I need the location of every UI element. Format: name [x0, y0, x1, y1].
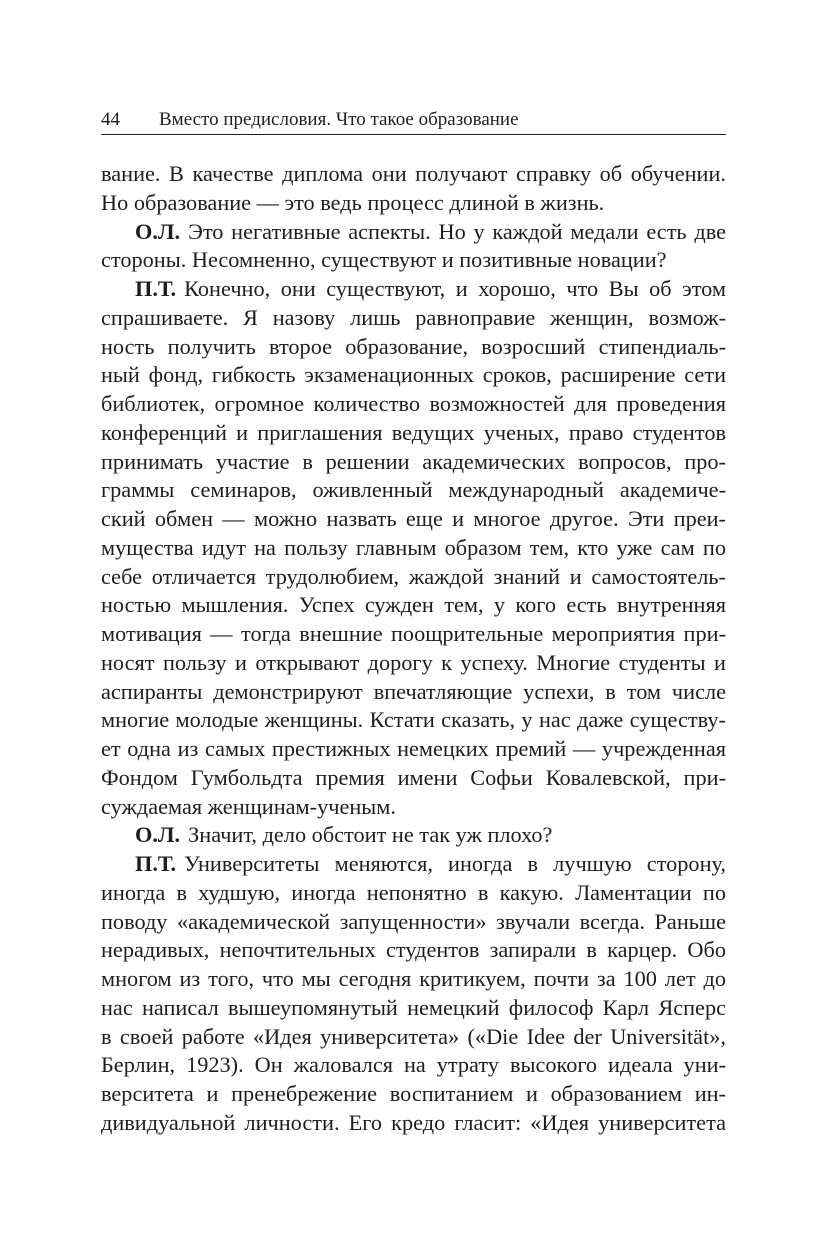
text-line — [101, 850, 726, 879]
line-text: ет одна из самых престижных немецких премий — учрежденная — [101, 736, 726, 761]
line-text: Это негативные аспекты. Но у каждой медали есть две — [188, 218, 726, 244]
line-text: спрашиваете. Я назову лишь равноправие женщин, возмож- — [101, 304, 726, 330]
body-text — [101, 160, 726, 1138]
line-text: ность получить второе образование, возросший стипендиаль- — [101, 333, 726, 359]
line-text: граммы семинаров, оживленный международный академиче- — [101, 477, 726, 503]
text-line — [101, 304, 726, 333]
text-line — [101, 361, 726, 390]
line-text: аспиранты демонстрируют впечатляющие успехи, в том числе — [101, 678, 726, 704]
text-line — [101, 620, 726, 649]
line-text: нас написал вышеупомянутый немецкий философ Карл Ясперс — [101, 994, 726, 1020]
text-line — [101, 649, 726, 678]
text-line — [101, 908, 726, 937]
text-line — [101, 793, 726, 822]
text-line — [101, 1051, 726, 1080]
text-line — [101, 591, 726, 620]
text-line — [101, 246, 726, 275]
speaker-label: О.Л. — [135, 822, 181, 848]
line-text: поводу «академической запущенности» звучали всегда. Раньше — [101, 908, 726, 934]
line-text: многие молодые женщины. Кстати сказать, у нас даже существу- — [101, 707, 726, 733]
line-text: носят пользу и открывают дорогу к успеху. Многие студенты и — [101, 649, 726, 675]
text-line — [101, 678, 726, 707]
line-text: вание. В качестве диплома они получают справку об обучении. — [101, 161, 726, 186]
text-line — [101, 764, 726, 793]
text-line — [101, 994, 726, 1023]
text-line — [101, 879, 726, 908]
line-text: Фондом Гумбольдта премия имени Софьи Ковалевской, при- — [101, 764, 726, 790]
text-line — [101, 476, 726, 505]
line-text: Конечно, они существуют, и хорошо, что Вы об этом — [184, 276, 726, 301]
line-text: мотивация — тогда внешние поощрительные мероприятия при- — [101, 621, 726, 646]
running-header — [101, 108, 726, 135]
text-line — [101, 218, 726, 247]
text-line — [101, 160, 726, 189]
text-line — [101, 419, 726, 448]
running-title: Вместо предисловия. Что такое образование — [159, 109, 519, 130]
text-line — [101, 706, 726, 735]
text-line — [101, 275, 726, 304]
line-text: суждаемая женщинам-ученым. — [101, 793, 396, 819]
text-line — [101, 936, 726, 965]
text-line — [101, 1023, 726, 1052]
line-text: Значит, дело обстоит не так уж плохо? — [188, 822, 553, 848]
line-text: стороны. Несомненно, существуют и позитивные новации? — [101, 247, 667, 273]
line-text: ностью мышления. Успех сужден тем, у кого есть внутренняя — [101, 592, 726, 618]
text-line — [101, 448, 726, 477]
text-line — [101, 1080, 726, 1109]
speaker-label: П.Т. — [135, 276, 177, 301]
line-text: ный фонд, гибкость экзаменационных сроков, расширение сети — [101, 362, 726, 388]
page-number: 44 — [101, 109, 120, 130]
line-text: себе отличается трудолюбием, жаждой знаний и самостоятель- — [101, 563, 726, 589]
line-text: иногда в худшую, иногда непонятно в какую. Ламентации по — [101, 879, 726, 905]
text-line — [101, 821, 726, 850]
line-text: мущества идут на пользу главным образом тем, кто уже сам по — [101, 534, 726, 560]
line-text: Берлин, 1923). Он жаловался на утрату высокого идеала уни- — [101, 1052, 726, 1078]
text-line — [101, 189, 726, 218]
speaker-label: О.Л. — [135, 218, 181, 244]
line-text: многом из того, что мы сегодня критикуем, почти за 100 лет до — [101, 966, 726, 991]
line-text: ский обмен — можно назвать еще и многое другое. Эти преи- — [101, 506, 726, 531]
line-text: Университеты меняются, иногда в лучшую сторону, — [184, 851, 726, 876]
text-line — [101, 505, 726, 534]
text-line — [101, 1109, 726, 1138]
line-text: дивидуальной личности. Его кредо гласит: «Идея университета — [101, 1109, 726, 1135]
line-text: конференций и приглашения ведущих ученых, право студентов — [101, 419, 726, 445]
text-line — [101, 965, 726, 994]
text-line — [101, 390, 726, 419]
line-text: нерадивых, непочтительных студентов запирали в карцер. Обо — [101, 937, 726, 963]
line-text: Но образование — это ведь процесс длиной в жизнь. — [101, 189, 605, 215]
text-line — [101, 735, 726, 764]
line-text: принимать участие в решении академических вопросов, про- — [101, 448, 726, 474]
line-text: библиотек, огромное количество возможностей для проведения — [101, 391, 726, 416]
text-line — [101, 534, 726, 563]
line-text: в своей работе «Идея университета» («Die Idee der Universität», — [101, 1023, 726, 1049]
text-line — [101, 563, 726, 592]
line-text: верситета и пренебрежение воспитанием и образованием ин- — [101, 1081, 726, 1106]
speaker-label: П.Т. — [135, 851, 177, 876]
text-line — [101, 333, 726, 362]
